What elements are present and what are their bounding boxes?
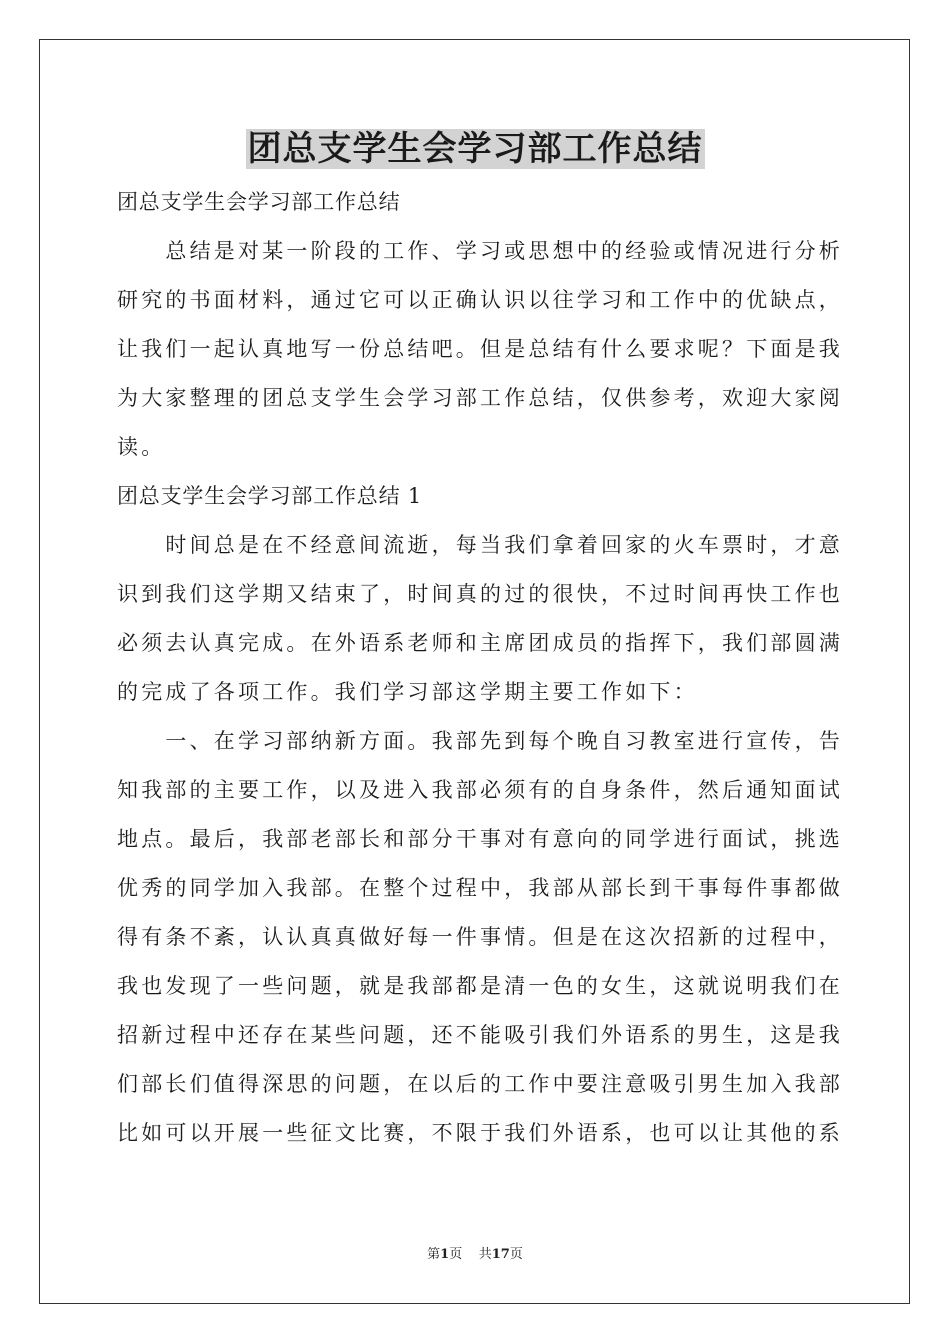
document-body bbox=[117, 178, 843, 1158]
document-title-text: 团总支学生会学习部工作总结 bbox=[247, 129, 703, 169]
paragraph-line: 我也发现了一些问题，就是我部都是清一色的女生，这就说明我们在 bbox=[117, 974, 843, 998]
page-number-prefix: 第 bbox=[427, 1247, 441, 1262]
paragraph-line: 识到我们这学期又结束了，时间真的过的很快，不过时间再快工作也 bbox=[117, 582, 843, 606]
paragraph-line: 优秀的同学加入我部。在整个过程中，我部从部长到干事每件事都做 bbox=[117, 876, 843, 900]
paragraph-line: 招新过程中还存在某些问题，还不能吸引我们外语系的男生，这是我 bbox=[117, 1023, 843, 1047]
paragraph-line: 比如可以开展一些征文比赛，不限于我们外语系，也可以让其他的系 bbox=[117, 1121, 843, 1145]
section-heading: 团总支学生会学习部工作总结 1 bbox=[117, 484, 423, 508]
total-pages-prefix: 共 bbox=[478, 1247, 492, 1262]
intro-line: 总结是对某一阶段的工作、学习或思想中的经验或情况进行分析 bbox=[117, 239, 843, 263]
paragraph-line: 得有条不紊，认认真真做好每一件事情。但是在这次招新的过程中， bbox=[117, 925, 843, 949]
document-subtitle: 团总支学生会学习部工作总结 bbox=[117, 190, 401, 214]
paragraph-line: 时间总是在不经意间流逝，每当我们拿着回家的火车票时，才意 bbox=[117, 533, 843, 557]
document-title bbox=[0, 126, 950, 172]
page-footer bbox=[0, 1246, 950, 1264]
paragraph-line: 一、在学习部纳新方面。我部先到每个晚自习教室进行宣传，告 bbox=[117, 729, 843, 753]
paragraph-line: 的完成了各项工作。我们学习部这学期主要工作如下： bbox=[117, 680, 698, 704]
paragraph-line: 地点。最后，我部老部长和部分干事对有意向的同学进行面试，挑选 bbox=[117, 827, 843, 851]
intro-line: 读。 bbox=[117, 435, 166, 459]
paragraph-line: 们部长们值得深思的问题，在以后的工作中要注意吸引男生加入我部 bbox=[117, 1072, 843, 1096]
paragraph-line: 必须去认真完成。在外语系老师和主席团成员的指挥下，我们部圆满 bbox=[117, 631, 843, 655]
page-number-suffix: 页 bbox=[449, 1247, 463, 1262]
page-number: 1 bbox=[440, 1247, 450, 1262]
intro-line: 研究的书面材料，通过它可以正确认识以往学习和工作中的优缺点， bbox=[117, 288, 843, 312]
total-pages-suffix: 页 bbox=[509, 1247, 523, 1262]
total-pages: 17 bbox=[491, 1247, 510, 1262]
intro-line: 为大家整理的团总支学生会学习部工作总结，仅供参考，欢迎大家阅 bbox=[117, 386, 843, 410]
intro-line: 让我们一起认真地写一份总结吧。但是总结有什么要求呢？下面是我 bbox=[117, 337, 843, 361]
paragraph-line: 知我部的主要工作，以及进入我部必须有的自身条件，然后通知面试 bbox=[117, 778, 843, 802]
